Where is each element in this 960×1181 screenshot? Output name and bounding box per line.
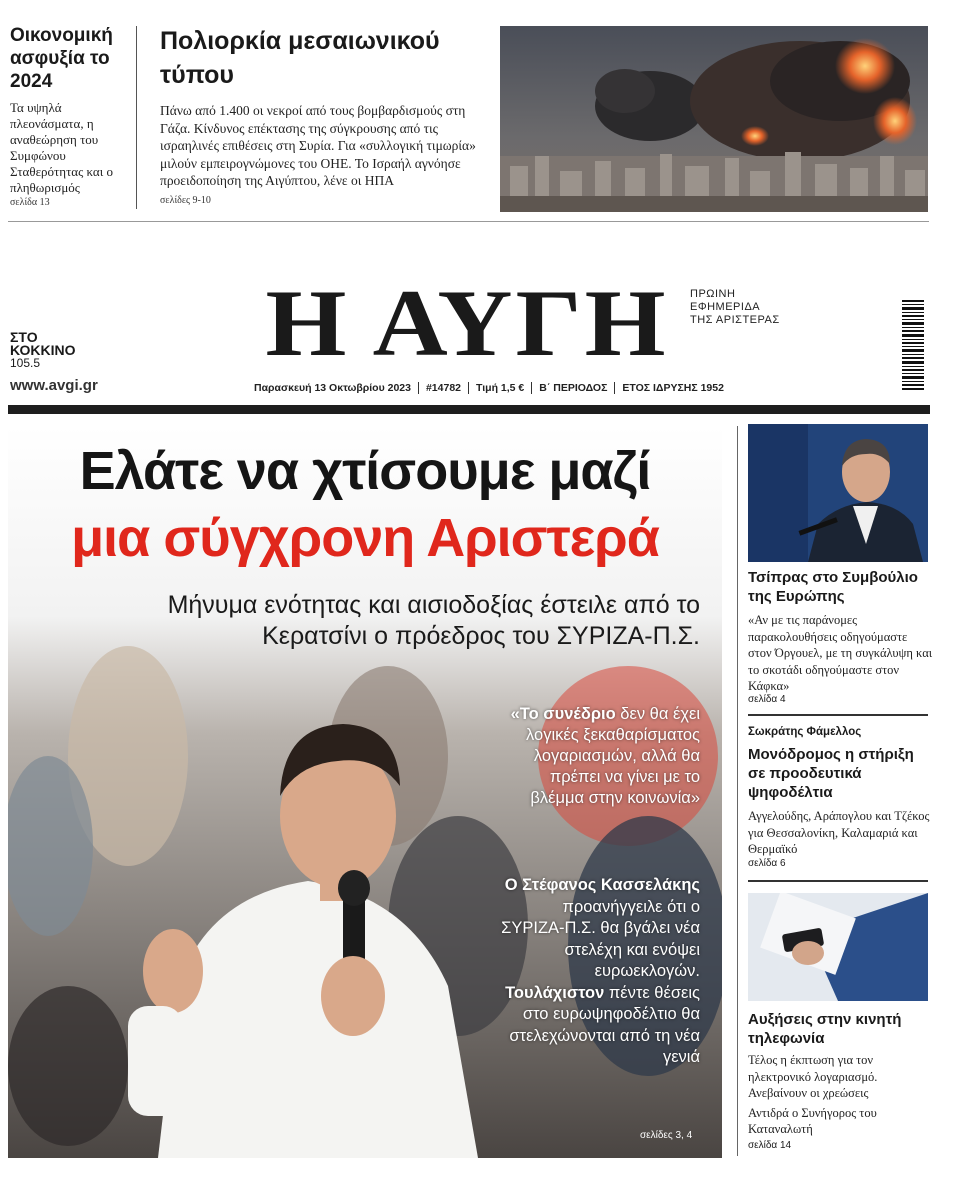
issue-date: Παρασκευή 13 Οκτωβρίου 2023 bbox=[254, 382, 419, 394]
right-divider-2 bbox=[748, 880, 928, 882]
radio-logo-line1: ΣΤΟ bbox=[10, 329, 38, 345]
newspaper-logo[interactable]: Η ΑΥΓΗ bbox=[265, 270, 669, 377]
issue-period: Β΄ ΠΕΡΙΟΔΟΣ bbox=[532, 382, 615, 394]
right-story2-page: σελίδα 6 bbox=[748, 858, 786, 869]
right-story1-body: «Αν με τις παράνομες παρακολουθήσεις οδηγούμαστε στον Όργουελ, με τη συγκάλυψη και το σκοτάδι οδηγούμαστε στον Κάφκα» bbox=[748, 613, 933, 693]
story-text-2: πέντε θέσεις στο ευρωψηφοδέλτιο θα στελεχώνονται από τη νέα γενιά bbox=[509, 983, 700, 1066]
gaza-bombing-photo[interactable] bbox=[500, 26, 928, 212]
tagline-line1: ΠΡΩΙΝΗ bbox=[690, 288, 736, 300]
radio-logo-line2: ΚΟΚΚΙΝΟ bbox=[10, 342, 76, 358]
column-divider-right bbox=[737, 426, 738, 1156]
right-story2-body: Αγγελούδης, Αράπογλου και Τζέκος για Θεσσαλονίκη, Καλαμαριά και Θερμαϊκό bbox=[748, 809, 930, 856]
right-story3-page: σελίδα 14 bbox=[748, 1140, 792, 1151]
masthead-bar bbox=[8, 405, 930, 414]
quote-lead: «Το συνέδριο bbox=[510, 705, 616, 723]
issue-number: #14782 bbox=[419, 382, 469, 394]
main-subheadline: Μήνυμα ενότητας και αισιοδοξίας έστειλε από το Κερατσίνι ο πρόεδρος του ΣΥΡΙΖΑ-Π.Σ. bbox=[167, 591, 700, 650]
section-divider bbox=[8, 221, 929, 222]
tsipras-photo[interactable] bbox=[748, 424, 928, 562]
teaser-left-body: Τα υψηλά πλεονάσματα, η αναθεώρηση του Συμφώνου Σταθερότητας και ο πληθωρισμός bbox=[10, 100, 113, 195]
main-story-text bbox=[498, 875, 700, 1069]
radio-frequency: 105.5 bbox=[10, 356, 41, 370]
right-story3-body bbox=[748, 1052, 933, 1138]
right-story2-title[interactable]: Μονόδρομος η στήριξη σε προοδευτικά ψηφοδέλτια bbox=[748, 746, 914, 801]
right-story3-title[interactable]: Αυξήσεις στην κινητή τηλεφωνία bbox=[748, 1011, 902, 1047]
main-quote bbox=[498, 704, 700, 809]
issue-price: Τιμή 1,5 € bbox=[469, 382, 532, 394]
teaser-left-page: σελίδα 13 bbox=[10, 197, 50, 208]
quote-text: δεν θα έχει λογικές ξεκαθαρίσματος λογαριασμών, αλλά θα πρέπει να γίνει με το βλέμμα στην κοινωνία» bbox=[526, 705, 700, 807]
right-story1-title[interactable]: Τσίπρας στο Συμβούλιο της Ευρώπης bbox=[748, 569, 918, 605]
founded-year: ΕΤΟΣ ΙΔΡΥΣΗΣ 1952 bbox=[622, 382, 724, 394]
radio-logo[interactable] bbox=[10, 331, 75, 370]
teaser-left-title[interactable]: Οικονομική ασφυξία το 2024 bbox=[10, 25, 113, 92]
tagline-line3: ΤΗΣ ΑΡΙΣΤΕΡΑΣ bbox=[690, 314, 780, 326]
teaser-main-title[interactable]: Πολιορκία μεσαιωνικού τύπου bbox=[160, 27, 440, 89]
story-lead-1: Ο Στέφανος Κασσελάκης bbox=[504, 876, 700, 894]
right-story3-body-1: Τέλος η έκπτωση για τον ηλεκτρονικό λογαριασμό. Ανεβαίνουν οι χρεώσεις bbox=[748, 1053, 878, 1100]
right-story3-body-2: Αντιδρά ο Συνήγορος του Καταναλωτή bbox=[748, 1105, 877, 1136]
mobile-phone-photo[interactable] bbox=[748, 893, 928, 1001]
main-story-page: σελίδες 3, 4 bbox=[640, 1130, 693, 1141]
barcode-icon bbox=[898, 300, 928, 392]
teaser-main-body: Πάνω από 1.400 οι νεκροί από τους βομβαρδισμούς στη Γάζα. Κίνδυνος επέκτασης της σύγκρουσης από τις ισραηλινές επιθέσεις στη Συρία. Για «συλλογική τιμωρία» μιλούν εμπειρογνώμονες του ΟΗΕ. Το Ισραήλ αγνόησε προειδοποίηση της Αιγύπτου, λένε οι ΗΠΑ bbox=[160, 103, 476, 188]
main-headline-line1[interactable]: Ελάτε να χτίσουμε μαζί bbox=[79, 441, 651, 501]
right-divider-1 bbox=[748, 714, 928, 716]
story-text-1: προανήγγειλε ότι ο ΣΥΡΙΖΑ-Π.Σ. θα βγάλει νέα στελέχη και ενόψει ευρωεκλογών. bbox=[501, 897, 700, 980]
website-link[interactable]: www.avgi.gr bbox=[10, 377, 98, 394]
teaser-main-page: σελίδες 9-10 bbox=[160, 195, 211, 206]
issue-info bbox=[254, 382, 724, 394]
masthead-tagline bbox=[690, 288, 780, 327]
main-headline-line2[interactable]: μια σύγχρονη Αριστερά bbox=[71, 508, 659, 568]
right-story1-page: σελίδα 4 bbox=[748, 694, 786, 705]
right-story2-kicker: Σωκράτης Φάμελλος bbox=[748, 726, 862, 738]
story-lead-2: Τουλάχιστον bbox=[505, 983, 605, 1002]
tagline-line2: ΕΦΗΜΕΡΙΔΑ bbox=[690, 301, 761, 313]
column-divider bbox=[136, 26, 137, 209]
